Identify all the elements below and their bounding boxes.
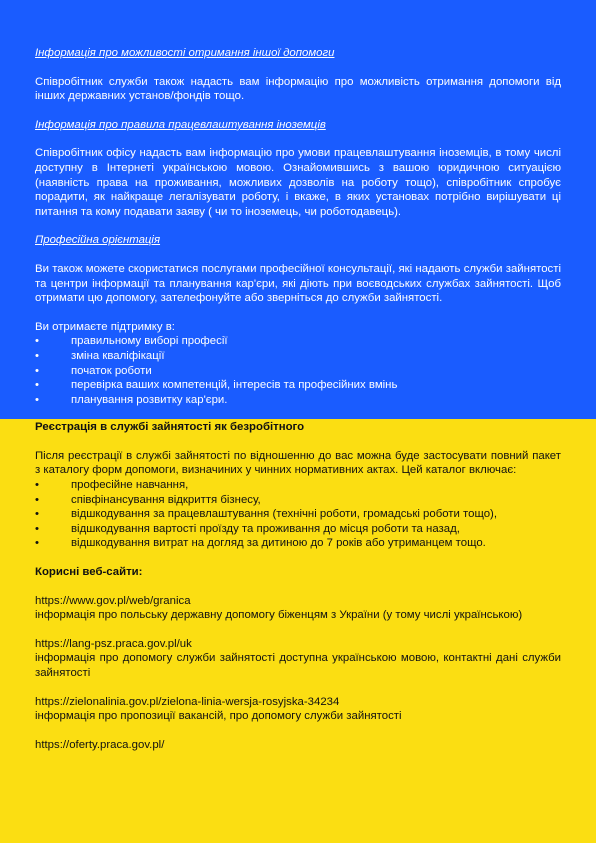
bullet-icon: • [35, 522, 39, 535]
bullet-icon: • [35, 479, 39, 492]
site-link-zielonalinia[interactable]: https://zielonalinia.gov.pl/zielona-linia-wersja-rosyjska-34234 [35, 695, 340, 708]
list-item: • правильному виборі професії [35, 335, 228, 348]
catalog-list [35, 478, 561, 551]
bullet-icon: • [35, 335, 39, 348]
section-heading-career-orientation[interactable]: Професійна орієнтація [35, 234, 161, 247]
section-heading-foreigners-employment[interactable]: Інформація про правила працевлаштування іноземців [35, 118, 326, 131]
yellow-section [35, 407, 561, 752]
list-item: • відшкодування за працевлаштування (технічні роботи, громадські роботи тощо), [35, 508, 498, 521]
site-description: інформація про польську державну допомогу біженцям з України (у тому числі українською) [35, 609, 523, 622]
support-intro: Ви отримаєте підтримку в: [35, 320, 175, 333]
list-item: • зміна кваліфікації [35, 349, 165, 362]
site-description: інформація про допомогу служби зайнятості доступна українською мовою, контактні дані служби зайнятості [35, 652, 561, 679]
bullet-icon: • [35, 364, 39, 377]
bullet-icon: • [35, 493, 39, 506]
list-item: • планування розвитку кар'єри. [35, 393, 228, 406]
document-body [35, 40, 561, 752]
paragraph-other-help: Співробітник служби також надасть вам інформацію про можливість отримання допомоги від інших державних установ/фондів тощо. [35, 75, 561, 103]
section-heading-other-help[interactable]: Інформація про можливості отримання іншої допомоги [35, 47, 335, 59]
section-heading-useful-sites: Корисні веб-сайти: [35, 566, 143, 579]
paragraph-registration: Після реєстрації в службі зайнятості по відношенню до вас можна буде застосувати повний пакет з каталогу форм допомоги, визначиних у чинних нормативних актах. Цей каталог включає: [35, 449, 561, 477]
site-link-oferty[interactable]: https://oferty.praca.gov.pl/ [35, 738, 165, 751]
list-item: • відшкодування витрат на догляд за дитиною до 7 років або утриманцем тощо. [35, 537, 486, 550]
site-description: інформація про пропозиції вакансій, про допомогу служби зайнятості [35, 710, 402, 723]
support-list [35, 334, 561, 407]
bullet-icon: • [35, 508, 39, 521]
bullet-icon: • [35, 349, 39, 362]
site-link-lang-psz[interactable]: https://lang-psz.praca.gov.pl/uk [35, 637, 192, 650]
paragraph-foreigners-employment: Співробітник офісу надасть вам інформацію про умови працевлаштування іноземців, в тому числі доступну в Інтернеті українською мовою. Ознайомившись з вашою юридичною ситуацією (наявність права на проживання, можливих дозволів на роботу тощо), співробітник спробує порадити, як найкраще легалізувати роботу, і вкаже, в яких установах потрібно вирішувати ці питання та кому подавати заяву ( чи то іноземець, чи роботодавець). [35, 147, 561, 218]
list-item: • перевірка ваших компетенцій, інтересів та професійних вмінь [35, 379, 398, 392]
bullet-icon: • [35, 537, 39, 550]
list-item: • співфінансування відкриття бізнесу, [35, 493, 261, 506]
bullet-icon: • [35, 393, 39, 406]
section-heading-registration: Реєстрація в службі зайнятості як безробітного [35, 421, 305, 434]
bullet-icon: • [35, 379, 39, 392]
site-link-granica[interactable]: https://www.gov.pl/web/granica [35, 594, 191, 607]
list-item: • відшкодування вартості проїзду та проживання до місця роботи та назад, [35, 522, 460, 535]
list-item: • початок роботи [35, 364, 152, 377]
list-item: • професійне навчання, [35, 479, 189, 492]
paragraph-career-orientation: Ви також можете скористатися послугами професійної консультації, які надають служби зайнятості та центри інформації та планування кар'єри, які діють при воєводських службах зайнятості. Щоб отримати цю допомогу, зателефонуйте або зверніться до служби зайнятості. [35, 262, 561, 305]
